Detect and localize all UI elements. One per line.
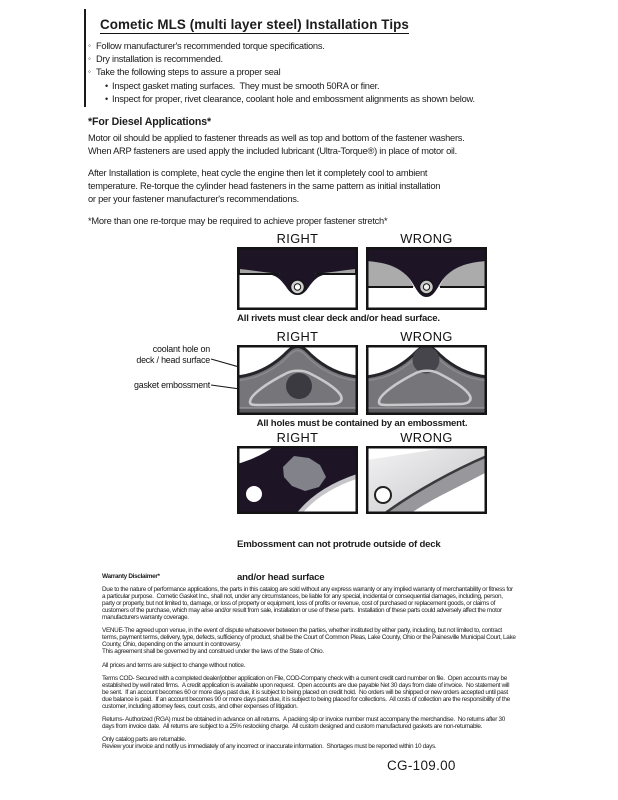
diagram-caption: All rivets must clear deck and/or head surface.	[237, 313, 440, 324]
bullet-item	[88, 53, 516, 66]
fine-print-paragraph: All prices and terms are subject to change without notice.	[102, 661, 246, 669]
diagram2-labels	[100, 344, 210, 391]
diesel-paragraph-2	[88, 167, 516, 206]
installation-tips-section	[88, 16, 516, 237]
bullet-item	[88, 66, 516, 79]
label-line: coolant hole on	[152, 344, 210, 354]
caption-line: and/or head surface	[237, 572, 325, 583]
diesel-applications-heading: *For Diesel Applications*	[88, 116, 212, 129]
caption-line: Embossment can not protrude outside of deck	[237, 539, 441, 550]
paragraph-line: or per your fastener manufacturer's recommendations.	[88, 194, 299, 205]
right-label: RIGHT	[276, 329, 319, 344]
bullet-text: Follow manufacturer's recommended torque specifications.	[96, 41, 325, 51]
fine-print-paragraph: Returns- Authorized (RGA) must be obtained in advance on all returns. A packing slip or invoice number must accompany the merchandise. No returns after 30 days from invoice date. All returns are subject to a 25% restocking charge. All custom designed and custom manufactured gaskets are non-returnable.	[102, 716, 507, 730]
diesel-paragraph-1	[88, 132, 516, 158]
embossment-containment-diagram	[237, 329, 487, 429]
paragraph-line: After Installation is complete, heat cycle the engine then let it completely cool to ambient	[88, 168, 428, 179]
right-label: RIGHT	[276, 231, 319, 246]
label-line: deck / head surface	[136, 354, 210, 365]
sub-bullet-item	[88, 93, 516, 106]
dot-bullet-icon: •	[105, 93, 109, 104]
catalog-page-code: CG-109.00	[387, 758, 456, 773]
protrusion-right-panel	[237, 446, 358, 514]
fine-print-paragraph: Terms COD- Secured with a completed dealer/jobber application on File, COD-Company check with a current credit card number on file. Open accounts may be established by well rated firms. A credit application is available upon request. Open accounts are due payable Net 30 days from date of invoice. No statement will be sent. If an account becomes 60 or more days past due, it is subject to being placed on credit hold. No orders will be shipped or new orders accepted until past due balance is paid. If an account becomes 90 or more days past due, it is subject to being placed for collections. All costs of collection are the responsibility of the customer, including attorney fees, court costs, and other expenses of litigation.	[102, 674, 512, 710]
rivet-wrong-panel	[366, 247, 487, 310]
fine-print-paragraph: This agreement shall be governed by and construed under the laws of the State of Ohio.	[102, 648, 324, 656]
bullet-item	[88, 40, 516, 53]
rivet-clearance-diagram	[237, 231, 487, 324]
fine-print-paragraph: VENUE-The agreed upon venue, in the event of dispute whatsoever between the parties, whether instituted by either party, including, but not limited to, contract terms, payment terms, delivery, type, defects, sufficiency of product, shall be the Court of Common Pleas, Lake County, Ohio or the Painesville Municipal Court, Lake County, Ohio, depending on the amount in controversy.	[102, 627, 518, 649]
fine-print-paragraph: Only catalog parts are returnable.	[102, 736, 186, 744]
bullet-text: Take the following steps to assure a proper seal	[96, 67, 281, 78]
paragraph-line: When ARP fasteners are used apply the included lubricant (Ultra-Torque®) in place of motor oil.	[88, 146, 457, 157]
retorque-footnote	[88, 215, 516, 228]
rivet-right-panel	[237, 247, 358, 310]
paragraph-line: Motor oil should be applied to fastener threads as well as top and bottom of the fastener washers.	[88, 133, 465, 144]
paragraph-line: temperature. Re-torque the cylinder head fasteners in the same pattern as initial installation	[88, 181, 441, 192]
warranty-disclaimer-heading: Warranty Disclaimer*	[102, 573, 160, 580]
coolant-hole-label	[100, 344, 210, 365]
paragraph-line: *More than one re-torque may be required to achieve proper fastener stretch*	[88, 216, 388, 227]
diagram-caption: All holes must be contained by an embossment.	[256, 418, 468, 429]
bullet-text: Inspect for proper, rivet clearance, coolant hole and embossment alignments as shown below.	[112, 93, 475, 104]
warranty-fine-print	[102, 574, 516, 751]
fine-print-paragraph: Due to the nature of performance applications, the parts in this catalog are sold without any express warranty or any implied warranty of merchantability or fitness for a particular purpose. Cometic Gasket Inc., shall not, under any circumstances, be liable for any special, incidental or consequential damages, including, person, party or property, but not limited to, damage, or loss of property or equipment, loss of profits or revenue, cost of purchased or replacement goods, or claims of customers of the purchase, which may arise and/or result from sale, installation or use of these parts. Installation of these parts could adversely affect the motor manufacturers warranty coverage.	[102, 586, 515, 622]
fine-print-paragraph: Review your invoice and notify us immediately of any incorrect or inaccurate information. Shortages must be reported within 10 days.	[102, 743, 437, 751]
gasket-embossment-label: gasket embossment	[133, 380, 210, 391]
bullet-text: Dry installation is recommended.	[96, 54, 223, 65]
page-title: Cometic MLS (multi layer steel) Installation Tips	[100, 17, 409, 32]
sub-bullet-item	[88, 80, 516, 93]
scan-edge-artifact	[84, 9, 86, 107]
circle-bullet-icon: ◦	[88, 41, 91, 50]
right-label: RIGHT	[276, 430, 319, 445]
bullet-text: Inspect gasket mating surfaces. They must be smooth 50RA or finer.	[112, 80, 380, 91]
circle-bullet-icon: ◦	[88, 67, 91, 77]
wrong-label: WRONG	[400, 231, 453, 246]
protrusion-wrong-panel	[366, 446, 487, 514]
coolant-wrong-panel	[366, 345, 487, 415]
coolant-right-panel	[237, 345, 358, 415]
wrong-label: WRONG	[400, 329, 453, 344]
wrong-label: WRONG	[400, 430, 453, 445]
circle-bullet-icon: ◦	[88, 54, 91, 64]
dot-bullet-icon: •	[105, 80, 109, 91]
bullet-list	[88, 40, 516, 106]
